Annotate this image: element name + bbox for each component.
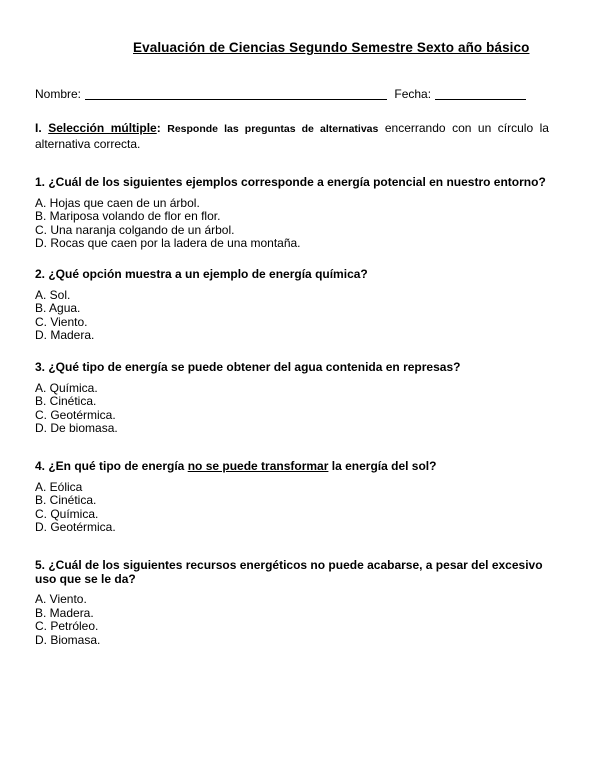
section-number: I. (35, 121, 42, 135)
section-colon: : (156, 121, 161, 135)
section-instructions (35, 121, 549, 151)
option-a[interactable]: A. Sol. (35, 287, 71, 302)
question-3 (35, 361, 555, 436)
question-1 (35, 176, 555, 251)
option-b[interactable]: B. Agua. (35, 301, 81, 316)
option-b[interactable]: B. Madera. (35, 605, 94, 620)
student-info-row (35, 87, 526, 101)
option-d[interactable]: D. Rocas que caen por la ladera de una montaña. (35, 236, 301, 251)
option-c[interactable]: C. Petróleo. (35, 619, 99, 634)
option-d[interactable]: D. Geotérmica. (35, 520, 116, 535)
option-d[interactable]: D. Madera. (35, 328, 95, 343)
option-a[interactable]: A. Hojas que caen de un árbol. (35, 195, 200, 210)
option-c[interactable]: C. Geotérmica. (35, 407, 116, 422)
options-list (35, 289, 555, 343)
question-text (35, 460, 555, 474)
option-a[interactable]: A. Eólica (35, 479, 83, 494)
fecha-label: Fecha: (394, 87, 432, 101)
option-c[interactable]: C. Química. (35, 506, 99, 521)
option-b[interactable]: B. Cinética. (35, 493, 97, 508)
option-c[interactable]: C. Viento. (35, 314, 88, 329)
question-text-after: la energía del sol? (331, 459, 437, 473)
question-4 (35, 460, 555, 535)
document-title: Evaluación de Ciencias Segundo Semestre Sexto año básico (133, 40, 530, 55)
question-text: 5. ¿Cuál de los siguientes recursos energéticos no puede acabarse, a pesar del excesivo uso que se le da? (35, 558, 543, 586)
nombre-blank[interactable] (85, 87, 387, 100)
question-text-underlined: no se puede transformar (187, 459, 329, 473)
option-a[interactable]: A. Viento. (35, 592, 87, 606)
nombre-label: Nombre: (35, 87, 82, 101)
option-c[interactable]: C. Una naranja colgando de un árbol. (35, 222, 235, 237)
section-title: Selección múltiple (48, 121, 157, 135)
question-text: 3. ¿Qué tipo de energía se puede obtener del agua contenida en represas? (35, 360, 461, 374)
question-text: 2. ¿Qué opción muestra a un ejemplo de energía química? (35, 267, 368, 281)
question-text-before: 4. ¿En qué tipo de energía (35, 459, 185, 473)
instruction-rest: encerrando con un círculo la alternativa correcta. (35, 121, 549, 151)
options-list (35, 382, 555, 436)
question-2 (35, 268, 555, 343)
instruction-bold: Responde las preguntas de alternativas (167, 123, 379, 135)
options-list (35, 593, 555, 647)
fecha-blank[interactable] (435, 87, 526, 100)
question-5 (35, 559, 555, 647)
options-list (35, 197, 555, 251)
options-list (35, 481, 555, 535)
option-b[interactable]: B. Cinética. (35, 394, 97, 409)
option-a[interactable]: A. Química. (35, 380, 98, 395)
option-d[interactable]: D. De biomasa. (35, 421, 118, 436)
option-b[interactable]: B. Mariposa volando de flor en flor. (35, 209, 221, 224)
question-text: 1. ¿Cuál de los siguientes ejemplos corresponde a energía potencial en nuestro entorno? (35, 175, 546, 189)
option-d[interactable]: D. Biomasa. (35, 632, 101, 647)
